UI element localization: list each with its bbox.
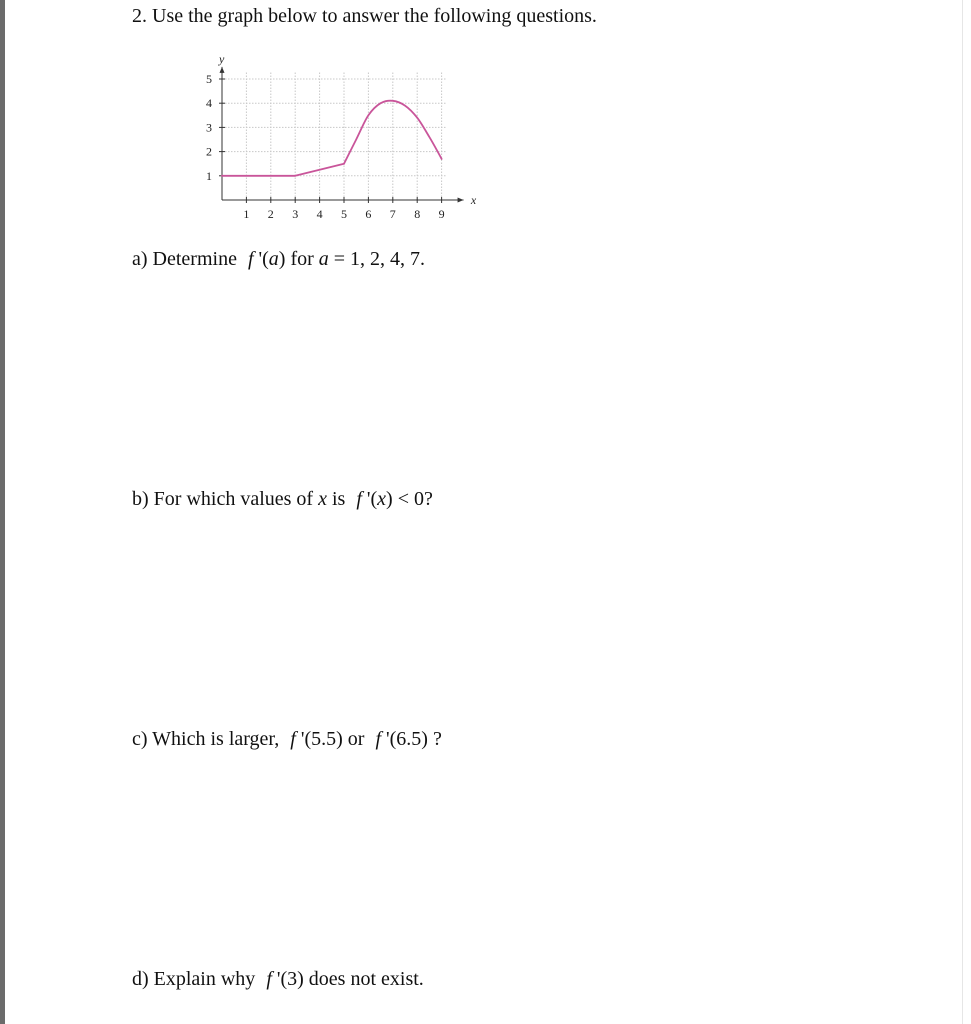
part-b-f: f bbox=[356, 488, 362, 510]
right-scroll-edge[interactable] bbox=[962, 0, 971, 1024]
part-d-f: f bbox=[266, 968, 272, 990]
x-tick-label-7: 7 bbox=[389, 207, 396, 221]
part-c-text-2: '(5.5) or bbox=[295, 728, 370, 750]
x-tick-label-3: 3 bbox=[292, 207, 299, 221]
part-d-text-1: d) Explain why bbox=[132, 968, 261, 990]
x-tick-label-1: 1 bbox=[243, 207, 250, 221]
part-d-text-2: '(3) does not exist. bbox=[271, 968, 424, 990]
y-tick-label-3: 3 bbox=[206, 120, 212, 135]
left-window-edge bbox=[0, 0, 5, 1024]
y-tick-label-5: 5 bbox=[206, 72, 212, 86]
part-b-text-1: b) For which values of bbox=[132, 488, 319, 510]
part-c-text-1: c) Which is larger, bbox=[132, 728, 285, 750]
x-tick-label-2: 2 bbox=[267, 207, 274, 221]
function-graph bbox=[192, 48, 477, 230]
part-b-text-2: is bbox=[326, 488, 351, 510]
part-c-f-2: f bbox=[375, 728, 382, 750]
part-a-var: a bbox=[268, 248, 279, 270]
part-b-x-2: x bbox=[377, 488, 387, 510]
y-tick-label-4: 4 bbox=[206, 96, 212, 111]
y-axis-label: y bbox=[219, 51, 225, 66]
part-b-text-3: '( bbox=[361, 488, 378, 510]
x-axis-label: x bbox=[470, 193, 477, 207]
x-tick-label-6: 6 bbox=[365, 207, 372, 221]
part-d-question bbox=[132, 967, 424, 991]
part-b-x: x bbox=[318, 488, 327, 510]
x-tick-label-8: 8 bbox=[414, 207, 421, 221]
x-axis-arrow bbox=[458, 198, 464, 203]
part-a-text-1: a) Determine bbox=[132, 248, 242, 270]
part-c-question bbox=[132, 727, 442, 751]
y-tick-label-1: 1 bbox=[206, 168, 212, 183]
y-tick-label-2: 2 bbox=[206, 144, 212, 159]
part-a-text-4: = 1, 2, 4, 7. bbox=[328, 248, 426, 270]
question-heading: 2. Use the graph below to answer the following questions. bbox=[132, 5, 597, 27]
part-a-text-2: '( bbox=[253, 248, 269, 270]
x-tick-label-4: 4 bbox=[316, 207, 323, 221]
x-tick-label-5: 5 bbox=[341, 207, 347, 221]
part-b-text-4: ) < 0? bbox=[386, 488, 433, 510]
part-a-var-2: a bbox=[318, 248, 329, 270]
part-c-text-3: '(6.5) ? bbox=[381, 728, 442, 750]
x-tick-label-9: 9 bbox=[438, 207, 445, 221]
part-a-text-3: ) for bbox=[278, 248, 319, 270]
part-b-question bbox=[132, 487, 433, 511]
part-a-f: f bbox=[247, 248, 254, 270]
y-axis-arrow bbox=[220, 67, 225, 73]
part-c-f-1: f bbox=[290, 728, 296, 750]
part-a-question bbox=[132, 247, 425, 271]
